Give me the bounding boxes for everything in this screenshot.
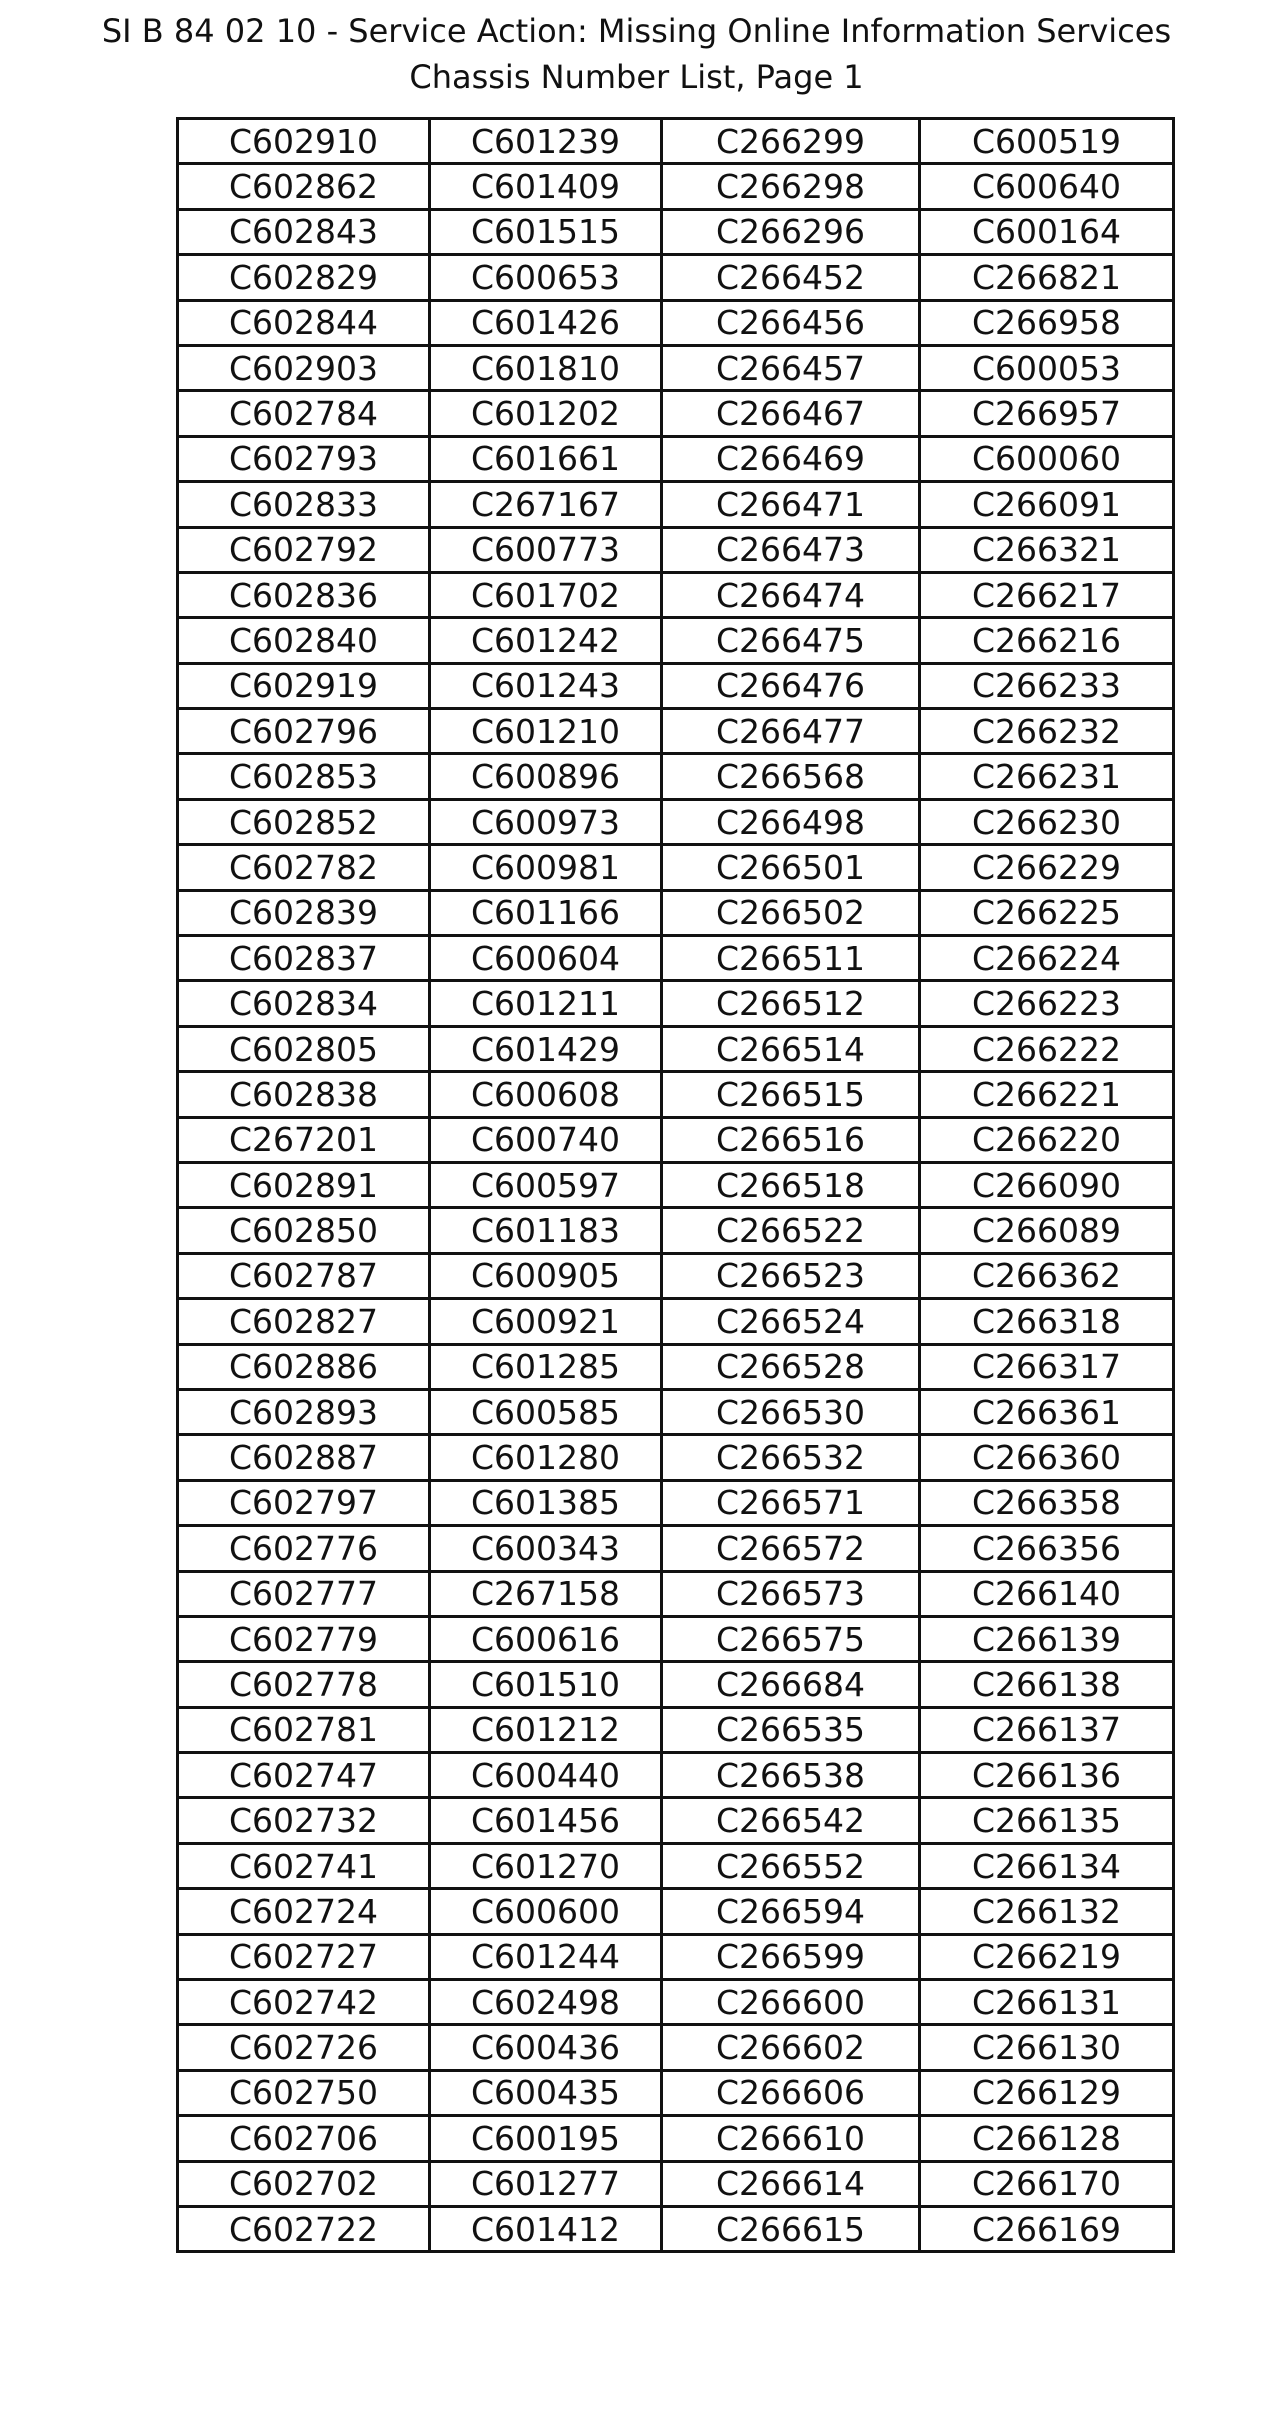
chassis-number-cell: C266137	[920, 1707, 1174, 1752]
chassis-number-cell: C602726	[178, 2025, 430, 2070]
chassis-number-cell: C266090	[920, 1162, 1174, 1207]
chassis-number-cell: C266614	[662, 2161, 920, 2206]
chassis-number-cell: C601702	[430, 572, 662, 617]
table-row	[178, 845, 1174, 890]
chassis-number-cell: C266958	[920, 300, 1174, 345]
chassis-number-cell: C601385	[430, 1480, 662, 1525]
table-row	[178, 754, 1174, 799]
chassis-number-cell: C267158	[430, 1571, 662, 1616]
table-row	[178, 890, 1174, 935]
chassis-number-cell: C602840	[178, 618, 430, 663]
chassis-number-cell: C266318	[920, 1299, 1174, 1344]
table-row	[178, 1253, 1174, 1298]
chassis-number-cell: C266132	[920, 1889, 1174, 1934]
chassis-number-cell: C602805	[178, 1026, 430, 1071]
chassis-number-cell: C602852	[178, 799, 430, 844]
chassis-number-cell: C601212	[430, 1707, 662, 1752]
chassis-number-cell: C266552	[662, 1843, 920, 1888]
document-title: SI B 84 02 10 - Service Action: Missing Online Information Services	[101, 12, 1172, 50]
chassis-number-cell: C266502	[662, 890, 920, 935]
chassis-number-cell: C600973	[430, 799, 662, 844]
table-row	[178, 436, 1174, 481]
chassis-number-cell: C266231	[920, 754, 1174, 799]
chassis-number-cell: C600600	[430, 1889, 662, 1934]
chassis-number-cell: C266091	[920, 482, 1174, 527]
table-row	[178, 1707, 1174, 1752]
chassis-number-cell: C600060	[920, 436, 1174, 481]
chassis-number-cell: C602702	[178, 2161, 430, 2206]
chassis-number-cell: C266233	[920, 663, 1174, 708]
chassis-number-cell: C601210	[430, 709, 662, 754]
chassis-number-cell: C602797	[178, 1480, 430, 1525]
chassis-number-cell: C601426	[430, 300, 662, 345]
table-row	[178, 1616, 1174, 1661]
chassis-number-cell: C602779	[178, 1616, 430, 1661]
chassis-number-cell: C266452	[662, 255, 920, 300]
chassis-number-cell: C600435	[430, 2070, 662, 2115]
chassis-number-cell: C266140	[920, 1571, 1174, 1616]
chassis-number-cell: C602834	[178, 981, 430, 1026]
chassis-number-cell: C266538	[662, 1753, 920, 1798]
chassis-number-cell: C266535	[662, 1707, 920, 1752]
chassis-number-cell: C266223	[920, 981, 1174, 1026]
chassis-number-cell: C266220	[920, 1117, 1174, 1162]
chassis-number-cell: C266135	[920, 1798, 1174, 1843]
chassis-number-cell: C600195	[430, 2116, 662, 2161]
chassis-number-cell: C266217	[920, 572, 1174, 617]
chassis-number-cell: C602722	[178, 2206, 430, 2251]
chassis-number-cell: C601166	[430, 890, 662, 935]
chassis-number-cell: C266224	[920, 936, 1174, 981]
chassis-number-cell: C600053	[920, 345, 1174, 390]
chassis-number-cell: C602839	[178, 890, 430, 935]
chassis-number-cell: C266138	[920, 1662, 1174, 1707]
table-row	[178, 1798, 1174, 1843]
chassis-number-cell: C601515	[430, 209, 662, 254]
chassis-number-cell: C601456	[430, 1798, 662, 1843]
chassis-number-cell: C601243	[430, 663, 662, 708]
chassis-number-cell: C600604	[430, 936, 662, 981]
chassis-number-cell: C601510	[430, 1662, 662, 1707]
chassis-number-cell: C602776	[178, 1526, 430, 1571]
table-row	[178, 255, 1174, 300]
chassis-number-cell: C600981	[430, 845, 662, 890]
table-row	[178, 799, 1174, 844]
table-row	[178, 1208, 1174, 1253]
chassis-number-cell: C266571	[662, 1480, 920, 1525]
table-row	[178, 2070, 1174, 2115]
table-row	[178, 1662, 1174, 1707]
chassis-number-cell: C266573	[662, 1571, 920, 1616]
chassis-number-cell: C266317	[920, 1344, 1174, 1389]
chassis-number-cell: C602919	[178, 663, 430, 708]
chassis-number-cell: C266222	[920, 1026, 1174, 1071]
table-row	[178, 1843, 1174, 1888]
table-row	[178, 1526, 1174, 1571]
chassis-number-cell: C602910	[178, 119, 430, 164]
chassis-number-cell: C601183	[430, 1208, 662, 1253]
chassis-number-cell: C266516	[662, 1117, 920, 1162]
chassis-number-cell: C600343	[430, 1526, 662, 1571]
chassis-number-cell: C266225	[920, 890, 1174, 935]
chassis-number-cell: C266523	[662, 1253, 920, 1298]
table-row	[178, 209, 1174, 254]
chassis-number-cell: C266134	[920, 1843, 1174, 1888]
chassis-number-cell: C601409	[430, 164, 662, 209]
chassis-number-cell: C602793	[178, 436, 430, 481]
chassis-number-cell: C266321	[920, 527, 1174, 572]
chassis-number-cell: C602784	[178, 391, 430, 436]
chassis-number-cell: C266232	[920, 709, 1174, 754]
chassis-number-cell: C266170	[920, 2161, 1174, 2206]
chassis-number-cell: C266476	[662, 663, 920, 708]
table-row	[178, 1435, 1174, 1480]
chassis-number-cell: C600585	[430, 1389, 662, 1434]
chassis-number-cell: C600640	[920, 164, 1174, 209]
chassis-number-cell: C266572	[662, 1526, 920, 1571]
chassis-number-cell: C266219	[920, 1934, 1174, 1979]
chassis-number-cell: C266128	[920, 2116, 1174, 2161]
table-row	[178, 2161, 1174, 2206]
table-row	[178, 572, 1174, 617]
chassis-number-cell: C266469	[662, 436, 920, 481]
chassis-number-cell: C602747	[178, 1753, 430, 1798]
table-row	[178, 663, 1174, 708]
table-row	[178, 1117, 1174, 1162]
chassis-number-cell: C266684	[662, 1662, 920, 1707]
table-row	[178, 618, 1174, 663]
chassis-number-cell: C600773	[430, 527, 662, 572]
chassis-number-cell: C266361	[920, 1389, 1174, 1434]
chassis-number-cell: C602741	[178, 1843, 430, 1888]
table-row	[178, 527, 1174, 572]
chassis-number-cell: C266615	[662, 2206, 920, 2251]
chassis-number-cell: C266360	[920, 1435, 1174, 1480]
table-row	[178, 2206, 1174, 2251]
chassis-number-cell: C266498	[662, 799, 920, 844]
chassis-number-cell: C266130	[920, 2025, 1174, 2070]
table-row	[178, 1026, 1174, 1071]
chassis-number-cell: C266129	[920, 2070, 1174, 2115]
table-row	[178, 1299, 1174, 1344]
chassis-number-cell: C266139	[920, 1616, 1174, 1661]
chassis-number-cell: C266356	[920, 1526, 1174, 1571]
table-row	[178, 1934, 1174, 1979]
chassis-number-cell: C601412	[430, 2206, 662, 2251]
chassis-number-cell: C601202	[430, 391, 662, 436]
chassis-number-table	[176, 117, 1175, 2253]
chassis-table-wrapper	[176, 117, 1175, 2253]
chassis-number-cell: C602893	[178, 1389, 430, 1434]
chassis-number-cell: C600440	[430, 1753, 662, 1798]
table-row	[178, 1389, 1174, 1434]
chassis-number-cell: C266131	[920, 1980, 1174, 2025]
chassis-number-cell: C602827	[178, 1299, 430, 1344]
chassis-number-cell: C602787	[178, 1253, 430, 1298]
chassis-number-cell: C600921	[430, 1299, 662, 1344]
chassis-number-cell: C602891	[178, 1162, 430, 1207]
chassis-number-cell: C602750	[178, 2070, 430, 2115]
chassis-number-cell: C600616	[430, 1616, 662, 1661]
chassis-number-cell: C266457	[662, 345, 920, 390]
document-subtitle: Chassis Number List, Page 1	[409, 58, 864, 96]
chassis-number-cell: C602837	[178, 936, 430, 981]
chassis-number-cell: C266599	[662, 1934, 920, 1979]
chassis-number-cell: C266957	[920, 391, 1174, 436]
chassis-number-cell: C266362	[920, 1253, 1174, 1298]
chassis-number-cell: C601242	[430, 618, 662, 663]
chassis-number-cell: C266089	[920, 1208, 1174, 1253]
table-row	[178, 1889, 1174, 1934]
chassis-number-cell: C266456	[662, 300, 920, 345]
chassis-number-cell: C601244	[430, 1934, 662, 1979]
table-row	[178, 2025, 1174, 2070]
chassis-number-cell: C266542	[662, 1798, 920, 1843]
table-row	[178, 709, 1174, 754]
chassis-number-cell: C602706	[178, 2116, 430, 2161]
chassis-number-cell: C266221	[920, 1072, 1174, 1117]
chassis-number-cell: C602778	[178, 1662, 430, 1707]
chassis-number-cell: C600653	[430, 255, 662, 300]
chassis-number-cell: C266467	[662, 391, 920, 436]
chassis-number-cell: C602742	[178, 1980, 430, 2025]
chassis-number-cell: C601285	[430, 1344, 662, 1389]
chassis-number-cell: C602850	[178, 1208, 430, 1253]
chassis-number-cell: C266473	[662, 527, 920, 572]
chassis-number-cell: C266821	[920, 255, 1174, 300]
chassis-number-cell: C266606	[662, 2070, 920, 2115]
table-row	[178, 2116, 1174, 2161]
chassis-number-cell: C602781	[178, 1707, 430, 1752]
chassis-number-cell: C600164	[920, 209, 1174, 254]
chassis-number-cell: C602853	[178, 754, 430, 799]
table-row	[178, 981, 1174, 1026]
chassis-number-cell: C601810	[430, 345, 662, 390]
chassis-number-cell: C266230	[920, 799, 1174, 844]
chassis-number-cell: C266477	[662, 709, 920, 754]
chassis-number-cell: C602844	[178, 300, 430, 345]
chassis-number-cell: C266514	[662, 1026, 920, 1071]
chassis-number-cell: C266575	[662, 1616, 920, 1661]
table-row	[178, 300, 1174, 345]
chassis-number-cell: C602843	[178, 209, 430, 254]
chassis-number-cell: C601270	[430, 1843, 662, 1888]
chassis-number-cell: C266475	[662, 618, 920, 663]
chassis-number-cell: C602887	[178, 1435, 430, 1480]
chassis-number-cell: C602862	[178, 164, 430, 209]
chassis-number-cell: C600519	[920, 119, 1174, 164]
table-row	[178, 164, 1174, 209]
chassis-number-cell: C602796	[178, 709, 430, 754]
chassis-number-cell: C602732	[178, 1798, 430, 1843]
table-row	[178, 1162, 1174, 1207]
chassis-number-cell: C266522	[662, 1208, 920, 1253]
chassis-number-cell: C602498	[430, 1980, 662, 2025]
chassis-number-cell: C266524	[662, 1299, 920, 1344]
chassis-number-cell: C266169	[920, 2206, 1174, 2251]
table-row	[178, 1753, 1174, 1798]
table-row	[178, 1072, 1174, 1117]
chassis-number-cell: C602727	[178, 1934, 430, 1979]
chassis-number-cell: C600608	[430, 1072, 662, 1117]
chassis-number-cell: C602836	[178, 572, 430, 617]
table-row	[178, 482, 1174, 527]
chassis-number-cell: C266532	[662, 1435, 920, 1480]
chassis-number-cell: C266530	[662, 1389, 920, 1434]
table-row	[178, 391, 1174, 436]
chassis-number-cell: C601239	[430, 119, 662, 164]
chassis-number-cell: C266299	[662, 119, 920, 164]
chassis-number-cell: C601280	[430, 1435, 662, 1480]
chassis-number-cell: C266515	[662, 1072, 920, 1117]
chassis-number-cell: C266471	[662, 482, 920, 527]
chassis-number-cell: C602838	[178, 1072, 430, 1117]
chassis-number-cell: C266501	[662, 845, 920, 890]
chassis-number-cell: C602903	[178, 345, 430, 390]
chassis-number-cell: C266512	[662, 981, 920, 1026]
chassis-number-cell: C601429	[430, 1026, 662, 1071]
chassis-number-cell: C602777	[178, 1571, 430, 1616]
chassis-number-cell: C266229	[920, 845, 1174, 890]
chassis-number-cell: C602724	[178, 1889, 430, 1934]
chassis-number-cell: C266216	[920, 618, 1174, 663]
chassis-number-cell: C266136	[920, 1753, 1174, 1798]
chassis-number-cell: C600597	[430, 1162, 662, 1207]
chassis-table-body	[178, 119, 1174, 2252]
table-row	[178, 119, 1174, 164]
table-row	[178, 345, 1174, 390]
chassis-number-cell: C602886	[178, 1344, 430, 1389]
chassis-number-cell: C601661	[430, 436, 662, 481]
chassis-number-cell: C602829	[178, 255, 430, 300]
chassis-number-cell: C600905	[430, 1253, 662, 1298]
table-row	[178, 1344, 1174, 1389]
chassis-number-cell: C267201	[178, 1117, 430, 1162]
chassis-number-cell: C266600	[662, 1980, 920, 2025]
table-row	[178, 1571, 1174, 1616]
chassis-number-cell: C266474	[662, 572, 920, 617]
chassis-number-cell: C266518	[662, 1162, 920, 1207]
chassis-number-cell: C267167	[430, 482, 662, 527]
chassis-number-cell: C601211	[430, 981, 662, 1026]
chassis-number-cell: C266358	[920, 1480, 1174, 1525]
chassis-number-cell: C601277	[430, 2161, 662, 2206]
chassis-number-cell: C266528	[662, 1344, 920, 1389]
table-row	[178, 1480, 1174, 1525]
chassis-number-cell: C266298	[662, 164, 920, 209]
chassis-number-cell: C266602	[662, 2025, 920, 2070]
chassis-number-cell: C602782	[178, 845, 430, 890]
document-header	[0, 8, 1273, 100]
table-row	[178, 1980, 1174, 2025]
chassis-number-cell: C602792	[178, 527, 430, 572]
chassis-number-cell: C266296	[662, 209, 920, 254]
chassis-number-cell: C600896	[430, 754, 662, 799]
chassis-number-cell: C266594	[662, 1889, 920, 1934]
chassis-number-cell: C602833	[178, 482, 430, 527]
chassis-number-cell: C266511	[662, 936, 920, 981]
chassis-number-cell: C600436	[430, 2025, 662, 2070]
chassis-number-cell: C266568	[662, 754, 920, 799]
chassis-number-cell: C266610	[662, 2116, 920, 2161]
table-row	[178, 936, 1174, 981]
chassis-number-cell: C600740	[430, 1117, 662, 1162]
